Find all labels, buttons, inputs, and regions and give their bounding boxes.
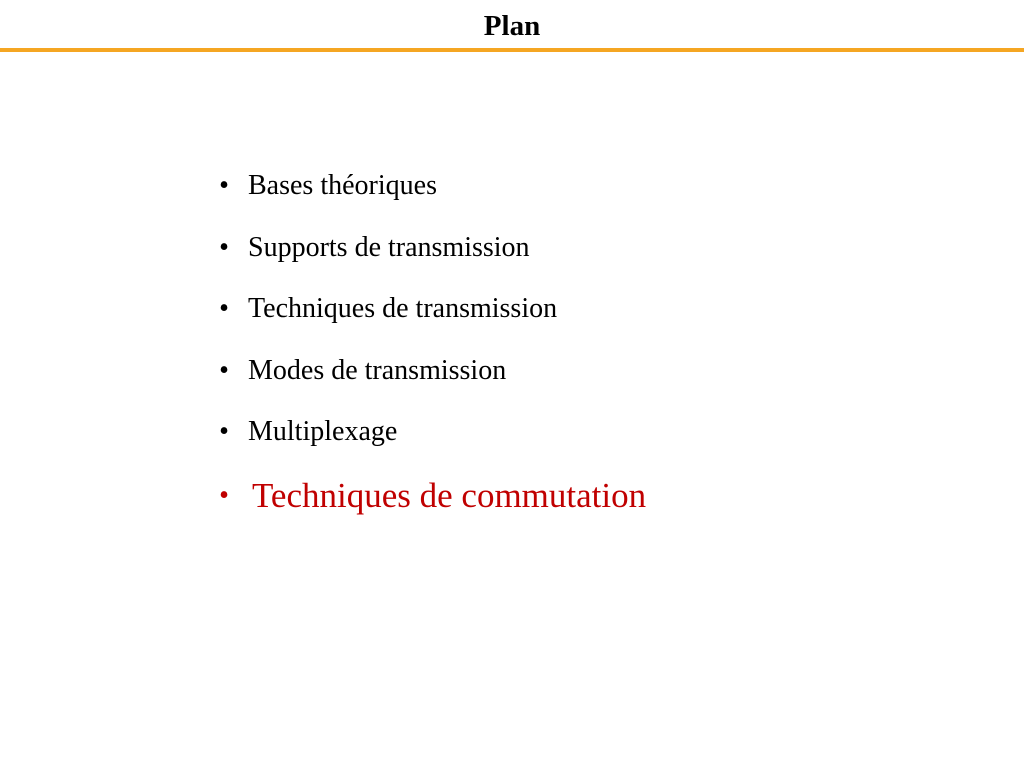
slide-title: Plan xyxy=(483,10,541,42)
bullet-icon: • xyxy=(219,354,229,386)
agenda-item-multiplexage xyxy=(214,412,646,452)
bullet-icon: • xyxy=(219,416,229,447)
bullet-icon: • xyxy=(219,170,229,201)
bullet-icon: • xyxy=(219,479,229,511)
bullet-icon: • xyxy=(219,293,229,324)
agenda-item-label: Supports de transmission xyxy=(248,231,530,263)
bullet-icon: • xyxy=(219,231,229,263)
agenda-item-bases-theoriques xyxy=(214,166,646,206)
agenda-item-techniques-de-transmission xyxy=(214,289,646,329)
agenda-item-label: Techniques de transmission xyxy=(248,293,558,324)
agenda-list xyxy=(214,166,646,539)
agenda-item-supports-de-transmission xyxy=(214,228,646,268)
title-divider xyxy=(0,48,1024,52)
agenda-item-label: Bases théoriques xyxy=(248,170,437,201)
agenda-item-label: Modes de transmission xyxy=(248,354,507,386)
agenda-item-techniques-de-commutation xyxy=(214,474,646,518)
agenda-item-label: Techniques de commutation xyxy=(252,475,647,515)
agenda-item-modes-de-transmission xyxy=(214,351,646,391)
agenda-item-label: Multiplexage xyxy=(248,416,398,447)
